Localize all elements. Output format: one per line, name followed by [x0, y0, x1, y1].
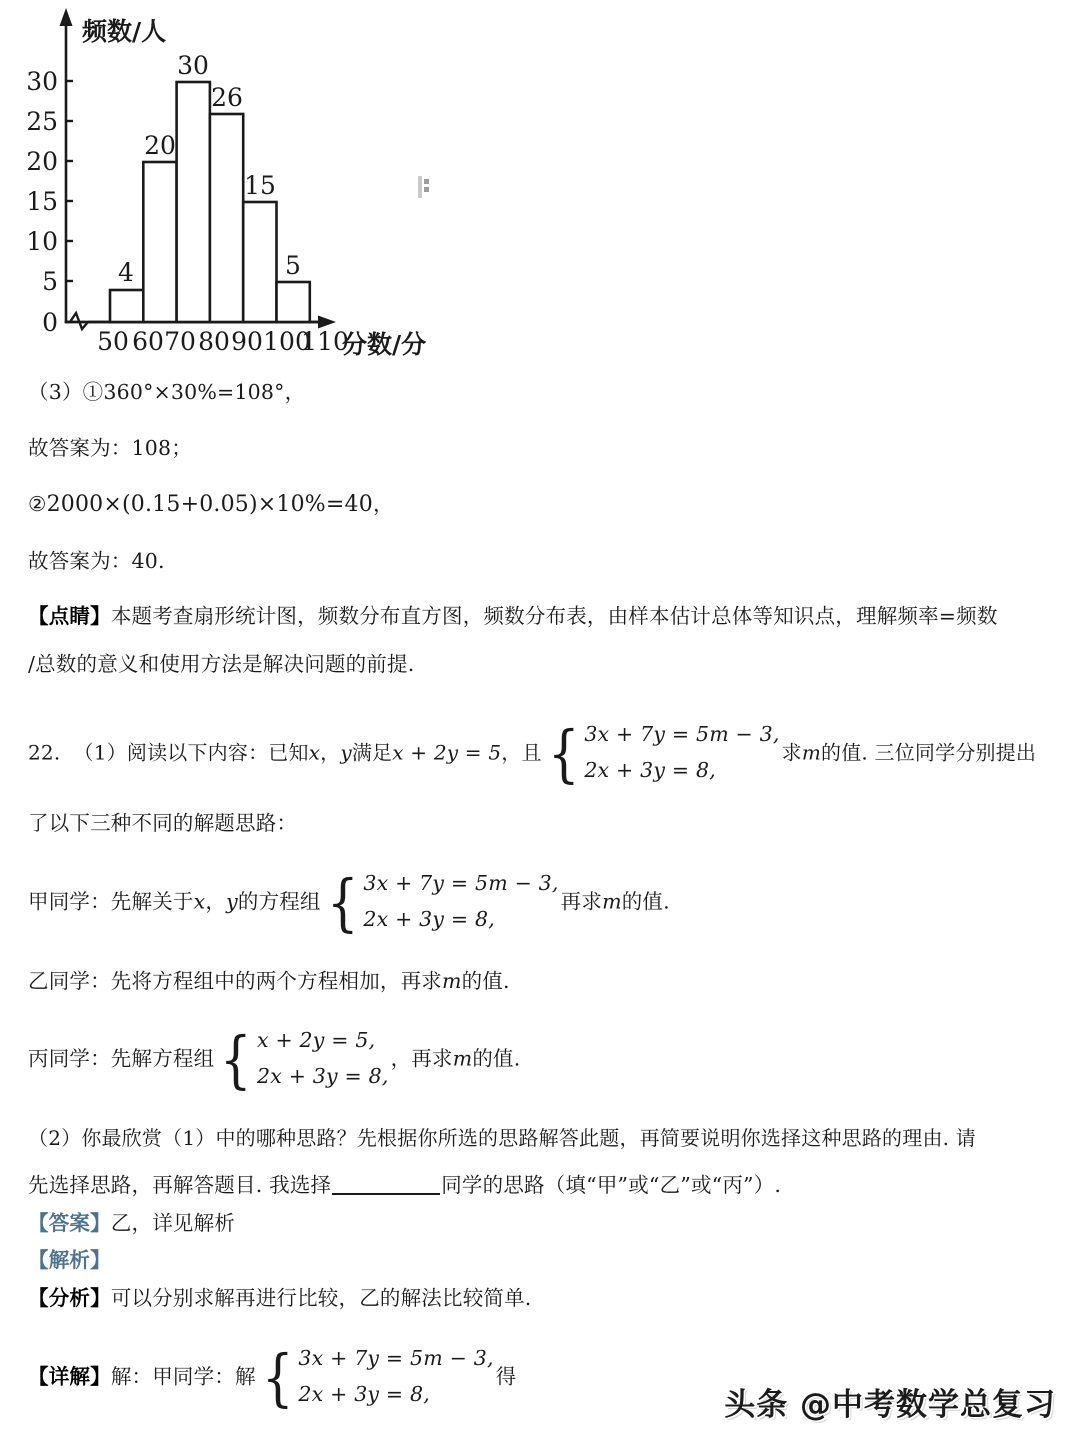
x-tick-110: 110: [301, 327, 349, 356]
problem-number: 22.: [28, 740, 61, 764]
y-tick-0: 0: [42, 308, 58, 337]
p22-ask-m-tail: 的值. 三位同学分别提出: [821, 740, 1037, 764]
student-jia-line: [0, 867, 1080, 939]
y-tick-25: 25: [26, 107, 58, 136]
analysis-tag: 【解析】: [28, 1248, 111, 1273]
analysis-line: [0, 1248, 1080, 1274]
var-x: x: [308, 740, 321, 764]
y-axis-title: 频数/人: [82, 17, 167, 46]
tip-text-1: 本题考查扇形统计图，频数分布直方图，频数分布表，由样本估计总体等知识点，理解频率=频数: [110, 604, 998, 629]
bar-label-0: 4: [118, 258, 134, 287]
problem-22-part2-line-1: （2）你最欣赏（1）中的哪种思路？先根据你所选的思路解答此题，再简要说明你选择这种思路的理由. 请: [28, 1126, 976, 1151]
answer-text: 乙，详见解析: [110, 1210, 236, 1235]
line-3-2-comma: ，: [372, 492, 394, 517]
xiangjie-tail: 得: [495, 1364, 517, 1388]
p22-condition: 满足: [351, 740, 393, 764]
bar-label-5: 5: [285, 251, 301, 280]
y-axis-arrow: [60, 8, 73, 26]
sys-xiangjie-row-1: 3x + 7y = 5m − 3,: [298, 1345, 494, 1370]
histogram-svg: [0, 0, 460, 370]
answer-line: [0, 1211, 1080, 1237]
bar-label-3: 26: [211, 83, 243, 112]
bar-80-90: [210, 114, 243, 322]
problem-22-line-1: [0, 718, 1080, 790]
eq-x-plus-2y: x + 2y = 5: [392, 740, 502, 764]
student-jia-lead: 甲同学：先解关于: [28, 889, 194, 914]
scan-artifact-mark: [418, 176, 422, 198]
x-tick-80: 80: [198, 327, 230, 356]
y-tick-20: 20: [26, 147, 58, 176]
student-jia-tail: 再求: [560, 889, 603, 914]
x-tick-90: 90: [231, 327, 263, 356]
tip-line-1: [0, 604, 1080, 630]
x-axis-title: 分数/分: [342, 330, 427, 359]
sys-main-row-1: 3x + 7y = 5m − 3,: [584, 721, 780, 746]
part2-line2-a: 先选择思路，再解答题目. 我选择: [28, 1173, 332, 1198]
answer-tag: 【答案】: [28, 1210, 111, 1235]
circled-two: ②: [28, 492, 47, 517]
var-m-1: m: [801, 740, 821, 764]
line-answer-108: 故答案为：108；: [28, 435, 192, 460]
tip-line-2: /总数的意义和使用方法是解决问题的前提.: [28, 652, 415, 676]
problem-22-line-2: 了以下三种不同的解题思路：: [28, 811, 298, 836]
student-yi-tail: 的值.: [461, 968, 510, 993]
y-tick-5: 5: [42, 267, 58, 296]
x-tick-60: 60: [132, 327, 164, 356]
student-bing-tail2: 的值.: [472, 1046, 521, 1071]
p22-comma1: ，: [320, 740, 341, 764]
xiangjie-lead: 解：甲同学：解: [110, 1364, 256, 1388]
answer-blank-input[interactable]: [332, 1193, 440, 1195]
student-bing-line: [0, 1024, 1080, 1096]
sys-jia-row-2: 2x + 3y = 8,: [363, 906, 495, 931]
student-yi-text: 乙同学：先将方程组中的两个方程相加，再求: [28, 968, 442, 993]
sys-jia-row-1: 3x + 7y = 5m − 3,: [363, 871, 559, 895]
student-bing-tail: ，再求: [390, 1046, 453, 1071]
bar-70-80: [177, 82, 210, 322]
tip-tag: 【点睛】: [28, 604, 111, 629]
y-tick-labels: [26, 67, 58, 337]
bar-60-70: [143, 162, 176, 322]
y-tick-30: 30: [26, 67, 58, 96]
p22-ask-m: 求: [781, 740, 802, 764]
histogram-bars: [110, 82, 310, 322]
document-body: [0, 368, 1080, 1413]
x-tick-labels: [97, 327, 349, 356]
bar-label-4: 15: [244, 171, 276, 200]
line-3-1: （3）①360°×30%=108°，: [28, 380, 306, 404]
bar-90-100: [243, 202, 276, 322]
student-yi-line: [0, 969, 1080, 995]
student-jia-mid: 的方程组: [237, 889, 321, 914]
x-tick-70: 70: [164, 327, 196, 356]
line-3-2: [0, 491, 1080, 519]
y-tick-15: 15: [26, 187, 58, 216]
sys-main-row-2: 2x + 3y = 8,: [584, 757, 716, 782]
expr-2000: 2000×(0.15+0.05)×10%=40: [46, 492, 373, 518]
fenxi-text: 可以分别求解再进行比较，乙的解法比较简单.: [110, 1286, 532, 1310]
equation-system-xiangjie: { 3x + 7y = 5m − 3, 2x + 3y = 8,: [261, 1340, 494, 1414]
y-tick-10: 10: [26, 227, 58, 256]
sys-bing-row-2: 2x + 3y = 8,: [256, 1064, 389, 1089]
bar-label-2: 30: [177, 51, 209, 80]
p22-comma2: ，且: [501, 740, 542, 764]
problem-22-part2-line-2: [0, 1173, 1080, 1199]
p22-lead: （1）阅读以下内容：已知: [73, 740, 309, 764]
bar-50-60: [110, 290, 143, 322]
x-tick-100: 100: [263, 327, 311, 356]
equation-system-jia: { 3x + 7y = 5m − 3, 2x + 3y = 8,: [326, 865, 559, 939]
part2-line2-b: 同学的思路（填“甲”或“乙”或“丙”）.: [441, 1173, 782, 1198]
equation-system-main: { 3x + 7y = 5m − 3, 2x + 3y = 8,: [547, 716, 780, 790]
var-y-2: y: [226, 889, 238, 914]
student-bing-lead: 丙同学：先解方程组: [28, 1046, 215, 1071]
var-x-2: x: [193, 889, 206, 914]
x-tick-50: 50: [97, 327, 129, 356]
var-m-3: m: [442, 968, 462, 993]
bar-100-110: [277, 282, 310, 322]
student-jia-tail2: 的值.: [621, 889, 670, 914]
fenxi-tag: 【分析】: [28, 1286, 111, 1310]
sys-xiangjie-row-2: 2x + 3y = 8,: [298, 1381, 430, 1406]
var-y: y: [340, 740, 352, 764]
bar-label-1: 20: [144, 131, 176, 160]
line-answer-40: 故答案为：40.: [28, 548, 165, 573]
fenxi-line: [0, 1286, 1080, 1312]
var-m-2: m: [602, 889, 622, 914]
jia-comma: ，: [205, 889, 227, 914]
xiangjie-tag: 【详解】: [28, 1364, 111, 1388]
watermark: 头条 @中考数学总复习: [724, 1387, 1056, 1423]
equation-system-bing: { x + 2y = 5, 2x + 3y = 8,: [220, 1023, 389, 1097]
sys-bing-row-1: x + 2y = 5,: [256, 1028, 376, 1053]
frequency-histogram: [0, 0, 460, 370]
var-m-4: m: [452, 1046, 473, 1071]
